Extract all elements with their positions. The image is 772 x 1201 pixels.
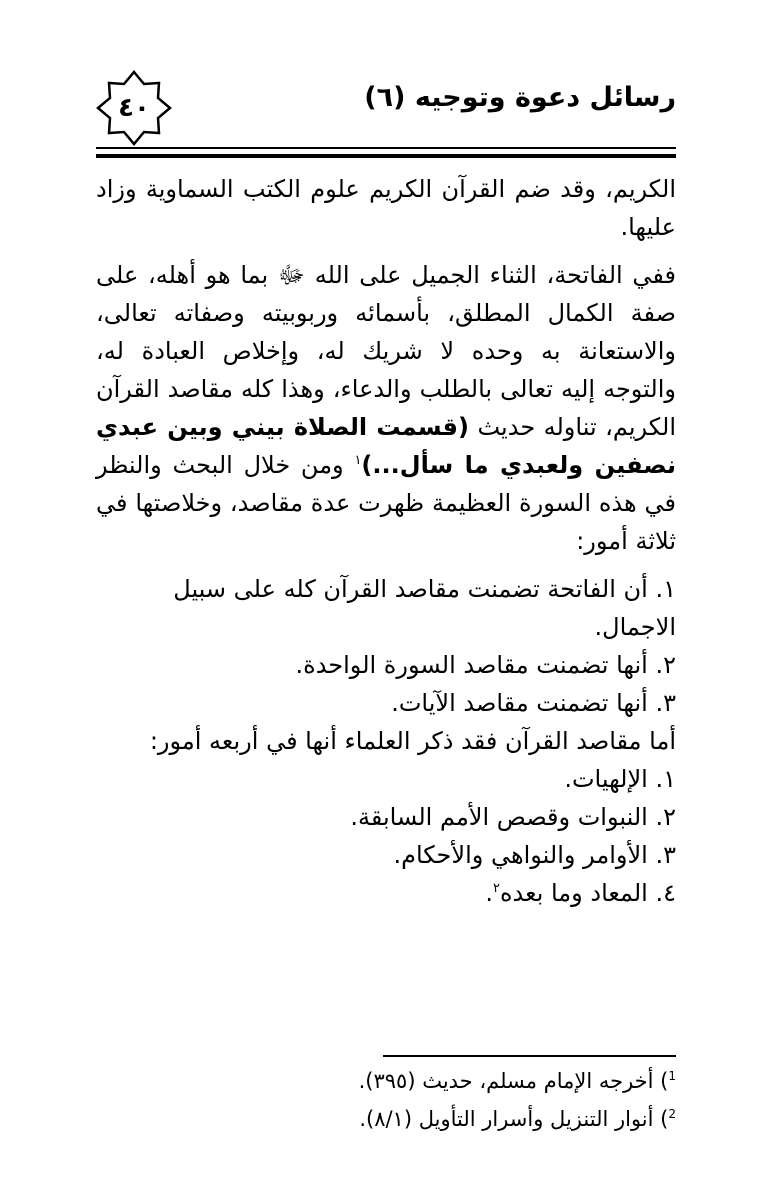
running-header-title: رسائل دعوة وتوجيه (٦)	[364, 82, 676, 113]
footnote-separator	[383, 1055, 676, 1057]
list-item: ١. الإلهيات.	[564, 765, 676, 793]
header-rule-thin	[96, 147, 676, 149]
list-item: ٤. المعاد وما بعده$^٢$.	[485, 879, 676, 907]
footnote-ref-2: ٢	[492, 881, 500, 896]
list-item: ١. أن الفاتحة تضمنت مقاصد القرآن كله على سبيل الاجمال.	[173, 575, 676, 641]
page-number-badge	[96, 70, 172, 146]
list-item: ٢. النبوات وقصص الأمم السابقة.	[350, 803, 676, 831]
list-item: ٢. أنها تضمنت مقاصد السورة الواحدة.	[295, 651, 676, 679]
page-number: ٤٠	[118, 93, 150, 123]
intro-quran-purposes: أما مقاصد القرآن فقد ذكر العلماء أنها في أربعه أمور:	[149, 727, 676, 755]
footnote-ref-1: ١	[354, 453, 362, 468]
paragraph-2	[96, 256, 676, 560]
list-item: ٣. أنها تضمنت مقاصد الآيات.	[391, 689, 676, 717]
list-item: ٣. الأوامر والنواهي والأحكام.	[393, 841, 676, 869]
footnote-2: $^2$) أنوار التنزيل وأسرار التأويل (٨/١).	[359, 1107, 676, 1131]
hadith-quote: (قسمت الصلاة بيني وبين عبدي نصفين ولعبدي ما سأل...)	[96, 413, 677, 479]
header-rule-thick	[96, 154, 676, 158]
footnotes	[96, 1062, 676, 1138]
paragraph-2-intro: ففي الفاتحة، الثناء الجميل على الله ﷻ بما هو أهله، على صفة الكمال المطلق، بأسمائه وربوبيته وصفاته تعالى، والاستعانة به وحده لا شريك له، وإخلاص العبادة له، والتوجه إليه تعالى بالطلب والدعاء، وهذا كله مقاصد القرآن الكريم، تناوله حديث	[96, 261, 676, 441]
list-quran-purposes	[96, 760, 676, 912]
main-text	[96, 170, 676, 912]
list-qualities	[96, 570, 676, 722]
paragraph-2-rest: ومن خلال البحث والنظر في هذه السورة العظيمة ظهرت عدة مقاصد، وخلاصتها في ثلاثة أمور:	[96, 451, 676, 555]
footnote-1: $^1$) أخرجه الإمام مسلم، حديث (٣٩٥).	[358, 1069, 676, 1093]
paragraph-1: الكريم، وقد ضم القرآن الكريم علوم الكتب السماوية وزاد عليها.	[96, 175, 676, 241]
